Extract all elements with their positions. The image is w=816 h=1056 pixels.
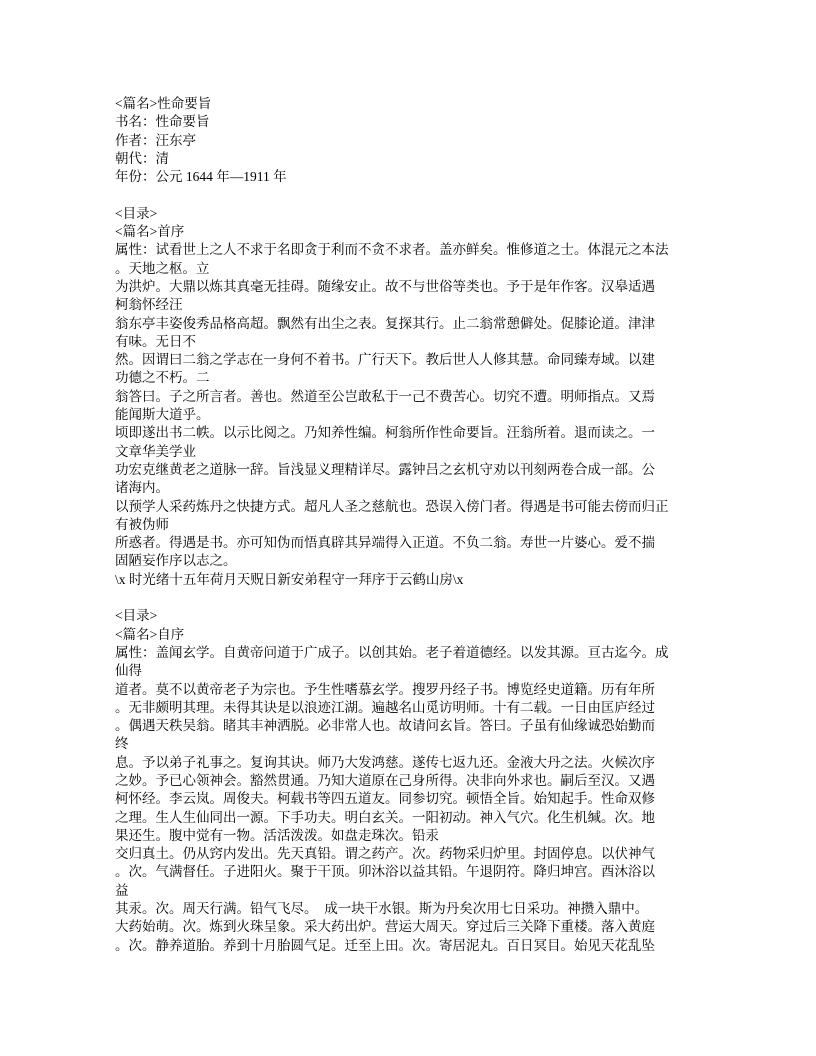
text-line: 诸海内。 — [115, 480, 169, 496]
text-line: 作者：汪东亭 — [115, 132, 196, 148]
text-line: 年份：公元 1644 年—1911 年 — [115, 169, 287, 185]
text-line: 文章华美学业 — [115, 443, 196, 459]
document-text — [115, 95, 727, 955]
text-line: <目录> — [115, 205, 158, 221]
text-line: 功德之不朽。二 — [115, 370, 210, 386]
text-line: 翁东亭丰姿俊秀品格高超。飘然有出尘之表。复探其行。止二翁常憩僻处。促膝论道。津津 — [115, 315, 655, 331]
text-line: 。无非颇明其理。未得其诀是以浪迹江湖。遍越名山觅访明师。十有二载。一日由匡庐经过 — [115, 699, 655, 715]
text-line: 固陋妄作序以志之。 — [115, 553, 237, 569]
text-line: 有被伪师 — [115, 516, 169, 532]
text-line: 。偶遇天秩吴翁。睹其丰神洒脱。必非常人也。故请问玄旨。答曰。子虽有仙缘诚恐始勤而 — [115, 718, 655, 734]
text-line: 柯怀经。李云岚。周俊夫。柯载书等四五道友。同参切究。顿悟全旨。始知起手。性命双修 — [115, 791, 655, 807]
text-line: 朝代：清 — [115, 150, 169, 166]
text-line: 交归真土。仍从窍内发出。先天真铅。谓之药产。次。药物采归炉里。封固停息。以伏神气 — [115, 846, 655, 862]
text-line: 柯翁怀经汪 — [115, 297, 183, 313]
text-line: 所惑者。得遇是书。亦可知伪而悟真辟其异端得入正道。不负二翁。寿世一片婆心。爱不揣 — [115, 535, 655, 551]
text-line: 息。予以弟子礼事之。复询其诀。师乃大发鸿慈。遂传七返九还。金液大丹之法。火候次序 — [115, 754, 655, 770]
text-line — [115, 186, 727, 204]
text-line: <篇名>首序 — [115, 224, 185, 240]
text-line: \x 时光绪十五年荷月天贶日新安弟程守一拜序于云鹤山房\x — [115, 571, 464, 587]
text-line: 终 — [115, 736, 129, 752]
text-line: 。天地之枢。立 — [115, 260, 210, 276]
text-line: 有味。无日不 — [115, 333, 196, 349]
text-line: 功宏克继黄老之道脉一辞。旨浅显义理精详尽。露钟吕之玄机守劝以刊刻两卷合成一部。公 — [115, 461, 655, 477]
text-line: 书名：性命要旨 — [115, 114, 210, 130]
text-line: 。次。气满督任。子进阳火。聚于干顶。卯沐浴以益其铅。午退阴符。降归坤宫。酉沐浴以 — [115, 864, 655, 880]
text-line: 道者。莫不以黄帝老子为宗也。予生性嗜慕玄学。搜罗丹经子书。博览经史道籍。历有年所 — [115, 681, 655, 697]
text-line: 属性：盖闻玄学。自黄帝问道于广成子。以创其始。老子着道德经。以发其源。亘古迄今。成 — [115, 644, 669, 660]
text-line: 果还生。腹中觉有一物。活活泼泼。如盘走珠次。铅汞 — [115, 827, 439, 843]
text-line: <篇名>自序 — [115, 626, 185, 642]
text-line: 顷即遂出书二帙。以示比阅之。乃知养性编。柯翁所作性命要旨。汪翁所着。退而读之。一 — [115, 425, 655, 441]
text-line: 属性：试看世上之人不求于名即贪于利而不贪不求者。盖亦鲜矣。惟修道之士。体混元之本法 — [115, 242, 669, 258]
text-line: 翁答曰。子之所言者。善也。然道至公岂敢私于一己不费苦心。切究不遭。明师指点。又焉 — [115, 388, 655, 404]
text-line: 之妙。予已心领神会。豁然贯通。乃知大道原在己身所得。决非向外求也。嗣后至汉。又遇 — [115, 772, 655, 788]
text-line: 。次。静养道胎。养到十月胎圆气足。迁至上田。次。寄居泥丸。百日冥目。始见天花乱坠 — [115, 937, 655, 953]
text-line: <篇名>性命要旨 — [115, 96, 212, 111]
text-line: 然。因谓曰二翁之学志在一身何不着书。广行天下。教后世人人修其慧。命同臻寿域。以建 — [115, 352, 655, 368]
text-line: 之理。生人生仙同出一源。下手功夫。明白玄关。一阳初动。神入气穴。化生机缄。次。地 — [115, 809, 655, 825]
text-line: 益 — [115, 882, 129, 898]
text-line: 仙得 — [115, 663, 142, 679]
text-line: 以预学人采药炼丹之快捷方式。超凡人圣之慈航也。恐误入傍门者。得遇是书可能去傍而归正 — [115, 498, 669, 514]
text-line: <目录> — [115, 608, 158, 624]
text-line — [115, 589, 727, 607]
text-line: 其汞。次。周天行满。铅气飞尽。 成一块干水银。斯为丹矣次用七日采功。神攒入鼎中。 — [115, 901, 649, 917]
text-line: 大药始萌。次。炼到火珠呈象。采大药出炉。营运大周天。穿过后三关降下重楼。落入黄庭 — [115, 919, 655, 935]
text-line: 为洪炉。大鼎以炼其真毫无挂碍。随缘安止。故不与世俗等类也。予于是年作客。汉皋适遇 — [115, 278, 655, 294]
text-line: 能闻斯大道乎。 — [115, 407, 210, 423]
